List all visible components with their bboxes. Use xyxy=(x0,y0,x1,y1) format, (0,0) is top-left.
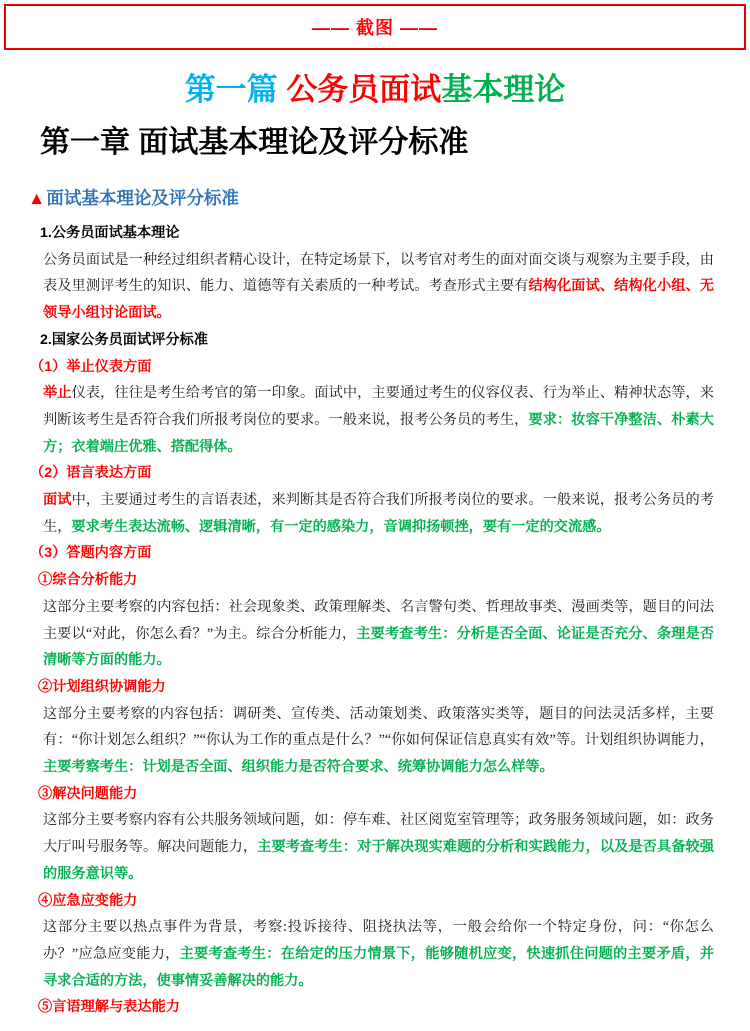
text-run: 举止 xyxy=(43,385,72,402)
part-title-red-segment: 公务员面试 xyxy=(286,72,442,107)
heading-red-circle: ④应急应变能力 xyxy=(38,892,138,909)
part-title-green-segment: 基本理论 xyxy=(441,72,566,107)
text-run: 主要考察考生：计划是否全面、组织能力是否符合要求、统筹协调能力怎么样等。 xyxy=(43,759,554,776)
text-run: 这部分主要考察的内容包括：社会现象类、政策理解类、名言警句类、哲理故事类、漫画类等，题目的问法主要以“对此，你怎么看？”为主。综合分析能力， xyxy=(43,598,714,642)
part-title-label: 第一篇 xyxy=(184,72,287,107)
heading-red-paren: （1）举止仪表方面 xyxy=(30,358,152,375)
heading-red-paren: （3）答题内容方面 xyxy=(30,545,152,562)
heading-red-circle: ③解决问题能力 xyxy=(38,785,138,802)
paragraph xyxy=(43,380,714,460)
triangle-marker-icon: ▲ xyxy=(28,188,46,208)
text-run: 这部分主要以热点事件为背景，考察:投诉接待、阻挠执法等，一般会给你一个特定身份，问：“你怎么办？”应急应变能力， xyxy=(43,919,714,962)
heading-black: 1.公务员面试基本理论 xyxy=(40,225,180,241)
text-run: 要求考生表达流畅、逻辑清晰，有一定的感染力，音调抑扬顿挫，要有一定的交流感。 xyxy=(71,518,611,535)
document-page xyxy=(0,4,750,1031)
paragraph xyxy=(43,914,714,994)
heading-black: 2.国家公务员面试评分标准 xyxy=(40,331,208,348)
part-title xyxy=(0,72,750,108)
text-run: 仪表，往往是考生给考官的第一印象。面试中，主要通过考生的仪容仪表、行为举止、精神状态等，来判断该考生是否符合我们所报考岗位的要求。一般来说，报考公务员的考生， xyxy=(43,385,714,428)
chapter-title: 第一章 面试基本理论及评分标准 xyxy=(40,126,469,159)
heading-red-paren: （2）语言表达方面 xyxy=(30,465,152,482)
section-heading-label: 面试基本理论及评分标准 xyxy=(46,188,239,208)
paragraph xyxy=(43,247,714,327)
text-run: 这部分主要考察的内容包括：调研类、宣传类、活动策划类、政策落实类等，题目的问法灵活多样，主要有：“你计划怎么组织？”“你认为工作的重点是什么？”“你如何保证信息真实有效”等。计划组织协调能力， xyxy=(43,705,714,749)
paragraph xyxy=(43,487,714,540)
text-run: 这部分主要考察内容有公共服务领域问题，如：停车难、社区阅览室管理等；政务服务领域问题，如：政务大厅叫号服务等。解决问题能力， xyxy=(43,812,714,856)
heading-red-circle: ②计划组织协调能力 xyxy=(38,678,166,695)
paragraph xyxy=(43,701,714,781)
text-run: 面试 xyxy=(43,492,72,509)
paragraph xyxy=(43,807,714,887)
heading-red-circle: ①综合分析能力 xyxy=(38,572,138,589)
paragraph xyxy=(43,594,714,674)
section-heading xyxy=(28,186,750,210)
text-run: 要求：妆容干净整洁、朴素大方；衣着端庄优雅、搭配得体。 xyxy=(43,411,714,455)
banner-text: —— 截图 —— xyxy=(311,18,438,38)
heading-red-circle: ⑤言语理解与表达能力 xyxy=(38,999,180,1016)
text-run: 主要考查考生：在给定的压力情景下，能够随机应变，快速抓住问题的主要矛盾，并寻求合适的方法，使事情妥善解决的能力。 xyxy=(43,945,714,989)
text-run: 主要考查考生：分析是否全面、论证是否充分、条理是否清晰等方面的能力。 xyxy=(43,625,714,669)
text-run: 结构化面试、结构化小组、无领导小组讨论面试。 xyxy=(43,278,714,322)
text-run: 中，主要通过考生的言语表述，来判断其是否符合我们所报考岗位的要求。一般来说，报考公务员的考生， xyxy=(43,492,714,535)
text-run: 公务员面试是一种经过组织者精心设计，在特定场景下，以考官对考生的面对面交谈与观察为主要手段，由表及里测评考生的知识、能力、道德等有关素质的一种考试。考查形式主要有 xyxy=(43,251,714,295)
text-run: 主要考查考生：对于解决现实难题的分析和实践能力，以及是否具备较强的服务意识等。 xyxy=(43,839,714,882)
document-body xyxy=(0,220,750,1021)
screenshot-banner xyxy=(4,4,746,50)
